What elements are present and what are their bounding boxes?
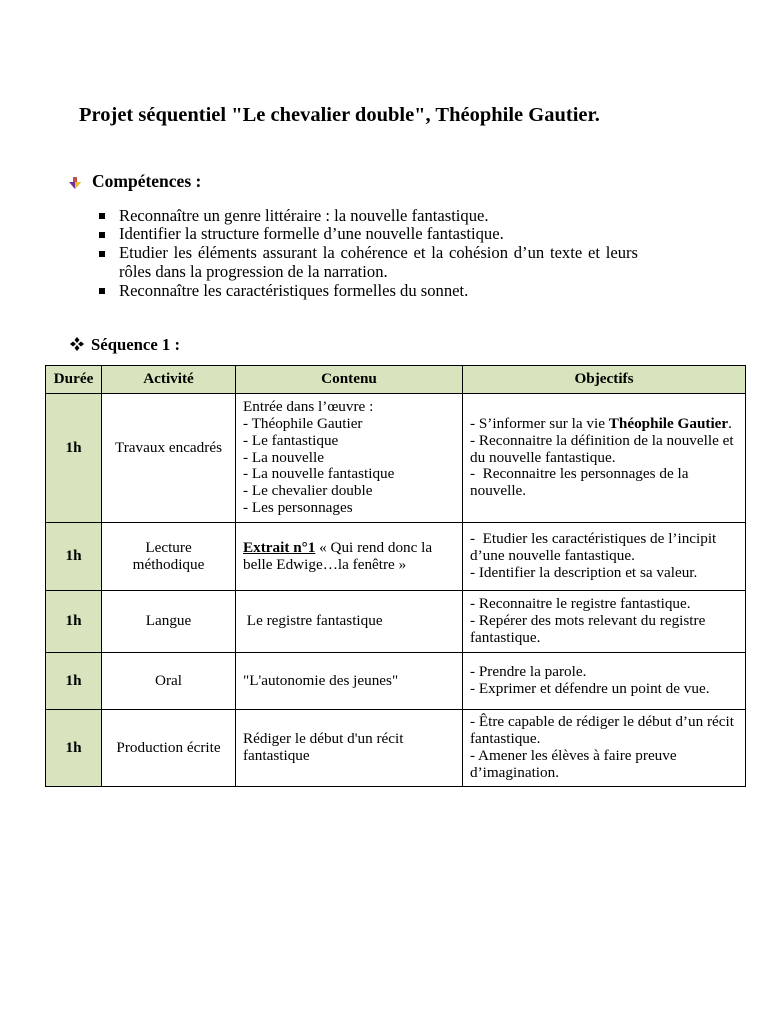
activite-cell: [102, 653, 236, 710]
table-row: [46, 394, 746, 523]
objectif-item: - Reconnaitre le registre fantastique.: [470, 595, 691, 613]
list-item-text: Reconnaître les caractéristiques formelles du sonnet.: [119, 280, 469, 300]
header-contenu: Contenu: [236, 366, 463, 394]
objectif-item: [470, 416, 741, 433]
diamond-bullet-icon: [70, 337, 84, 351]
objectif-item: - Reconnaitre la définition de la nouvelle et du nouvelle fantastique.: [470, 431, 738, 466]
duree-cell: 1h: [46, 710, 102, 787]
objectif-item: - Prendre la parole.: [470, 663, 587, 681]
list-item-text: Identifier la structure formelle d’une nouvelle fantastique.: [119, 224, 504, 244]
objectif-item: - Amener les élèves à faire preuve d’imagination.: [470, 747, 681, 781]
competences-heading: Compétences :: [92, 170, 202, 191]
duree-cell: 1h: [46, 653, 102, 710]
objectifs-cell: [463, 394, 746, 523]
contenu-line: Rédiger le début d'un récit fantastique: [243, 730, 408, 764]
contenu-line: - Théophile Gautier: [243, 415, 363, 432]
table-row: [46, 591, 746, 653]
objectifs-cell: [463, 710, 746, 787]
activite-text: Production écrite: [116, 738, 221, 756]
activite-text: Langue: [145, 612, 192, 630]
contenu-line: Le registre fantastique: [243, 612, 383, 630]
activite-text: Travaux encadrés: [115, 438, 222, 456]
duree-cell: 1h: [46, 394, 102, 523]
contenu-line: Entrée dans l’œuvre :: [243, 398, 374, 416]
page-title: Projet séquentiel "Le chevalier double", Théophile Gautier.: [79, 104, 600, 126]
square-bullet-icon: [99, 288, 105, 294]
activite-cell: [102, 394, 236, 523]
activite-text: Lecture méthodique: [132, 538, 205, 573]
sequence-heading: Séquence 1 :: [91, 335, 180, 354]
activite-cell: [102, 710, 236, 787]
list-item: [119, 225, 638, 244]
duree-cell: 1h: [46, 591, 102, 653]
arrow-bullet-icon: [69, 176, 81, 188]
objectif-item: - Repérer des mots relevant du registre fantastique.: [470, 612, 710, 646]
square-bullet-icon: [99, 232, 105, 238]
header-objectifs: Objectifs: [463, 366, 746, 394]
contenu-line: - La nouvelle fantastique: [243, 465, 395, 483]
objectif-text: - S’informer sur la vie: [470, 415, 609, 432]
header-duree: Durée: [46, 366, 102, 394]
activite-text: Oral: [155, 671, 182, 689]
objectif-item: - Identifier la description et sa valeur.: [470, 563, 698, 581]
list-item-text: Reconnaître un genre littéraire : la nouvelle fantastique.: [119, 205, 489, 225]
competences-list: [119, 207, 638, 301]
square-bullet-icon: [99, 213, 105, 219]
contenu-line: - Le chevalier double: [243, 482, 373, 500]
activite-cell: [102, 523, 236, 591]
list-item: [119, 282, 638, 301]
contenu-line: - La nouvelle: [243, 448, 324, 466]
table-row: [46, 523, 746, 591]
header-activite: Activité: [102, 366, 236, 394]
list-item: [119, 244, 638, 282]
activite-cell: [102, 591, 236, 653]
objectif-author-name: Théophile Gautier: [608, 415, 729, 432]
contenu-cell: [236, 591, 463, 653]
contenu-cell: [236, 523, 463, 591]
contenu-line: - Les personnages: [243, 498, 353, 516]
objectifs-cell: [463, 523, 746, 591]
extrait-label: Extrait n°1: [243, 538, 316, 556]
objectifs-cell: [463, 591, 746, 653]
list-item: [119, 207, 638, 226]
contenu-cell: [236, 394, 463, 523]
objectifs-cell: [463, 653, 746, 710]
contenu-line: [243, 540, 458, 574]
objectif-item: - Reconnaitre les personnages de la nouvelle.: [470, 465, 693, 500]
contenu-cell: [236, 710, 463, 787]
duree-cell: 1h: [46, 523, 102, 591]
table-header-row: [46, 366, 746, 394]
list-item-text: Etudier les éléments assurant la cohérence et la cohésion d’un texte et leurs rôles dans la progression de la narration.: [119, 243, 638, 281]
table-row: [46, 653, 746, 710]
square-bullet-icon: [99, 251, 105, 257]
sequence-table: [45, 365, 746, 787]
objectif-item: - Etudier les caractéristiques de l’incipit d’une nouvelle fantastique.: [470, 530, 721, 565]
table-row: [46, 710, 746, 787]
objectif-text-end: .: [728, 415, 732, 432]
objectif-item: - Exprimer et défendre un point de vue.: [470, 680, 710, 697]
contenu-line: - Le fantastique: [243, 431, 339, 449]
contenu-cell: [236, 653, 463, 710]
contenu-line: "L'autonomie des jeunes": [243, 671, 399, 689]
extrait-quote: « Qui rend donc la belle Edwige…la fenêtre »: [243, 538, 436, 573]
objectif-item: - Être capable de rédiger le début d’un récit fantastique.: [470, 713, 738, 748]
